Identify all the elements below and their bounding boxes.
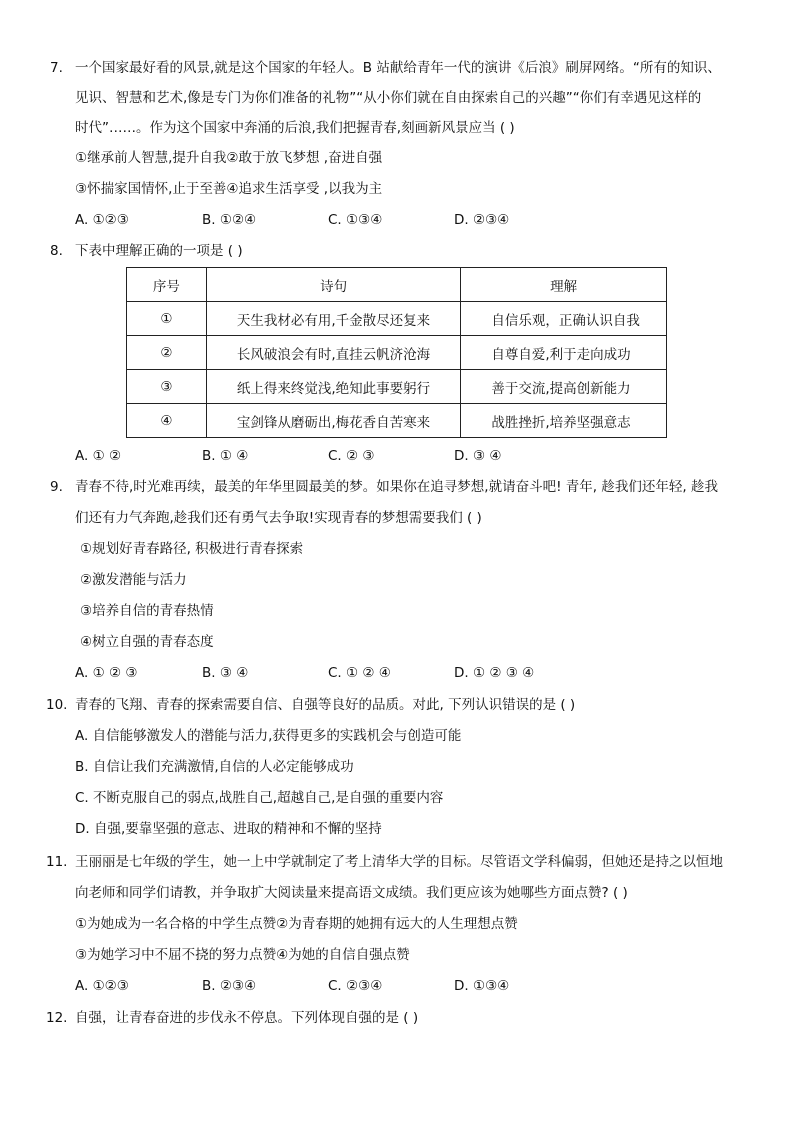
- q7-statement-1: ①继承前人智慧,提升自我②敢于放飞梦想 ,奋进自强: [75, 150, 383, 166]
- q7-option-a: A. ①②③: [75, 212, 129, 228]
- q11-stem-line-1: 王丽丽是七年级的学生，她一上中学就制定了考上清华大学的目标。尽管语文学科偏弱，但她还是持之以恒地: [75, 854, 723, 870]
- q8-table: [126, 267, 667, 438]
- q10-choice-a: A. 自信能够激发人的潜能与活力,获得更多的实践机会与创造可能: [75, 728, 462, 744]
- q7-statement-2: ③怀揣家国情怀,止于至善④追求生活享受 ,以我为主: [75, 181, 383, 197]
- q10-choice-c: C. 不断克服自己的弱点,战胜自己,超越自己,是自强的重要内容: [75, 790, 444, 806]
- table-row: [127, 302, 667, 336]
- q11-option-b: B. ②③④: [202, 978, 257, 994]
- q11-stem-line-2: 向老师和同学们请教，并争取扩大阅读量来提高语文成绩。我们更应该为她哪些方面点赞? ( ): [75, 885, 628, 901]
- q8-stem: 下表中理解正确的一项是 ( ): [75, 243, 243, 259]
- q10-number: 10.: [46, 697, 68, 713]
- q7-number: 7.: [50, 60, 63, 76]
- table-cell: 天生我材必有用,千金散尽还复来: [206, 302, 461, 336]
- table-row: [127, 370, 667, 404]
- q8-option-c: C. ② ③: [328, 448, 375, 464]
- table-cell: ④: [127, 404, 207, 438]
- q12-stem: 自强，让青春奋进的步伐永不停息。下列体现自强的是 ( ): [75, 1010, 419, 1026]
- q9-option-d: D. ① ② ③ ④: [454, 665, 535, 681]
- q11-option-a: A. ①②③: [75, 978, 129, 994]
- q9-stem-line-1: 青春不待,时光难再续，最美的年华里圆最美的梦。如果你在追寻梦想,就请奋斗吧! 青年, 趁我们还年轻, 趁我: [75, 479, 718, 495]
- q10-stem: 青春的飞翔、青春的探索需要自信、自强等良好的品质。对此, 下列认识错误的是 ( ): [75, 697, 576, 713]
- table-header-cell: 理解: [461, 268, 667, 302]
- q7-stem-line-1: 一个国家最好看的风景,就是这个国家的年轻人。B 站献给青年一代的演讲《后浪》刷屏网络。“所有的知识、: [75, 60, 721, 76]
- q8-option-b: B. ① ④: [202, 448, 249, 464]
- q9-item-3: ③培养自信的青春热情: [80, 603, 214, 619]
- table-row: [127, 336, 667, 370]
- table-cell: 宝剑锋从磨砺出,梅花香自苦寒来: [206, 404, 461, 438]
- q11-option-c: C. ②③④: [328, 978, 383, 994]
- q9-item-1: ①规划好青春路径, 积极进行青春探索: [80, 541, 304, 557]
- q8-number: 8.: [50, 243, 63, 259]
- table-row: [127, 404, 667, 438]
- table-cell: 长风破浪会有时,直挂云帆济沧海: [206, 336, 461, 370]
- q9-option-b: B. ③ ④: [202, 665, 249, 681]
- q9-number: 9.: [50, 479, 63, 495]
- table-cell: 纸上得来终觉浅,绝知此事要躬行: [206, 370, 461, 404]
- q11-number: 11.: [46, 854, 68, 870]
- q10-choice-d: D. 自强,要靠坚强的意志、进取的精神和不懈的坚持: [75, 821, 382, 837]
- q7-stem-line-3: 时代”……。作为这个国家中奔涌的后浪,我们把握青春,刻画新风景应当 ( ): [75, 120, 515, 136]
- q7-option-b: B. ①②④: [202, 212, 257, 228]
- q11-option-d: D. ①③④: [454, 978, 510, 994]
- q12-number: 12.: [46, 1010, 68, 1026]
- q8-option-a: A. ① ②: [75, 448, 122, 464]
- q7-stem-line-2: 见识、智慧和艺术,像是专门为你们准备的礼物”“从小你们就在自由探索自己的兴趣”“你们有幸遇见这样的: [75, 90, 702, 106]
- q9-item-2: ②激发潜能与活力: [80, 572, 187, 588]
- q7-option-d: D. ②③④: [454, 212, 510, 228]
- q9-option-a: A. ① ② ③: [75, 665, 138, 681]
- q7-option-c: C. ①③④: [328, 212, 383, 228]
- table-header-cell: 序号: [127, 268, 207, 302]
- table-cell: ②: [127, 336, 207, 370]
- table-header-cell: 诗句: [206, 268, 461, 302]
- table-cell: 自信乐观，正确认识自我: [461, 302, 667, 336]
- q11-statement-1: ①为她成为一名合格的中学生点赞②为青春期的她拥有远大的人生理想点赞: [75, 916, 518, 932]
- table-cell: 战胜挫折,培养坚强意志: [461, 404, 667, 438]
- table-header-row: [127, 268, 667, 302]
- q9-item-4: ④树立自强的青春态度: [80, 634, 214, 650]
- table-cell: ③: [127, 370, 207, 404]
- q11-statement-2: ③为她学习中不屈不挠的努力点赞④为她的自信自强点赞: [75, 947, 410, 963]
- table-cell: 自尊自爱,利于走向成功: [461, 336, 667, 370]
- table-cell: ①: [127, 302, 207, 336]
- q9-stem-line-2: 们还有力气奔跑,趁我们还有勇气去争取!实现青春的梦想需要我们 ( ): [75, 510, 482, 526]
- table-cell: 善于交流,提高创新能力: [461, 370, 667, 404]
- q10-choice-b: B. 自信让我们充满激情,自信的人必定能够成功: [75, 759, 354, 775]
- q8-option-d: D. ③ ④: [454, 448, 502, 464]
- q9-option-c: C. ① ② ④: [328, 665, 391, 681]
